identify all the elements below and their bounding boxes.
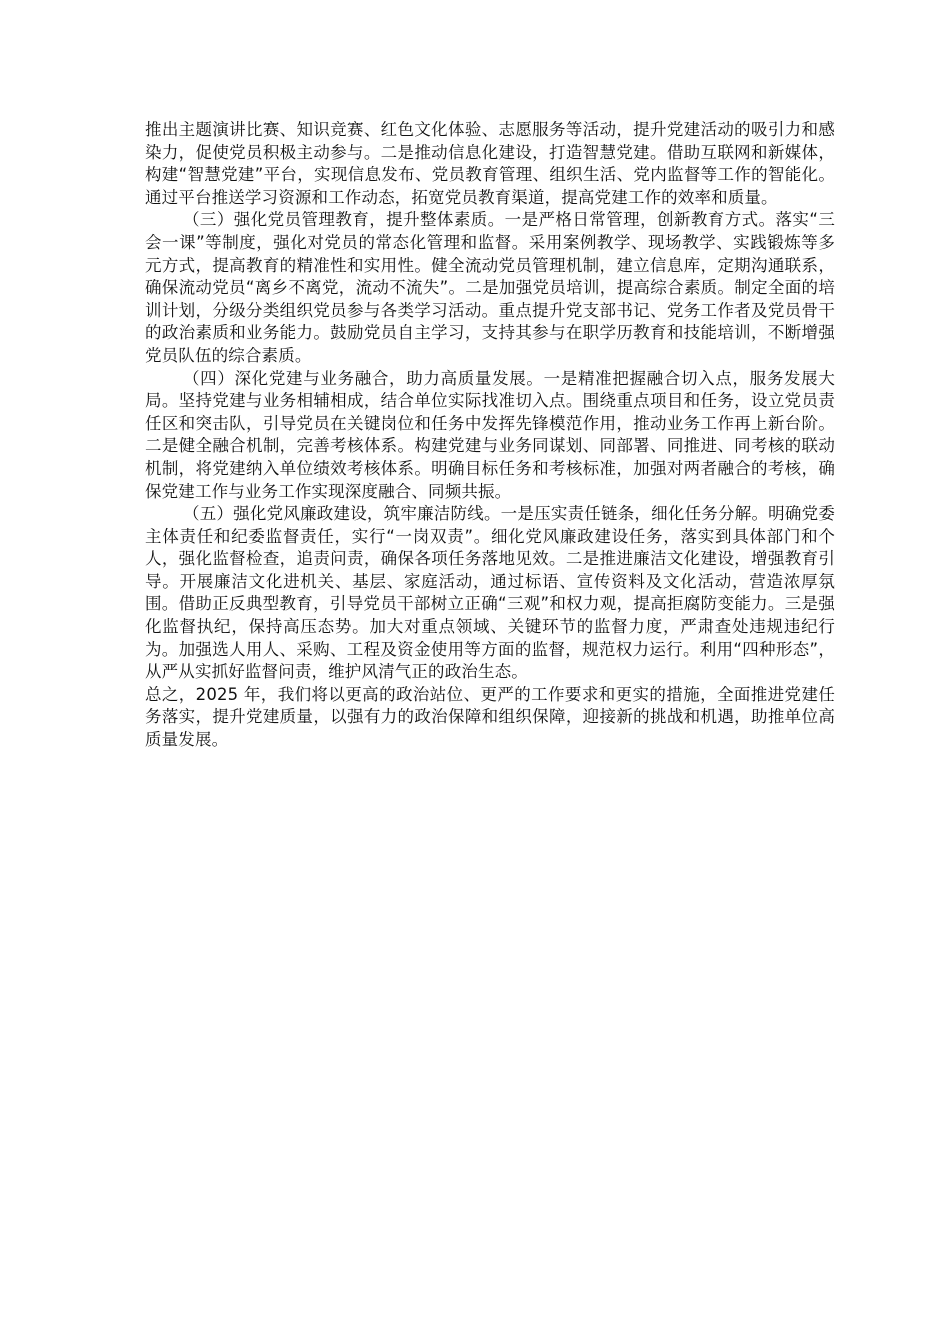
paragraph-1: 推出主题演讲比赛、知识竞赛、红色文化体验、志愿服务等活动，提升党建活动的吸引力和感染力，促使党员积极主动参与。二是推动信息化建设，打造智慧党建。借助互联网和新媒体，构建“智慧党建”平台，实现信息发布、党员教育管理、组织生活、党内监督等工作的智能化。通过平台推送学习资源和工作动态，拓宽党员教育渠道，提高党建工作的效率和质量。	[145, 120, 835, 207]
paragraph-2-section-3: （三）强化党员管理教育，提升整体素质。一是严格日常管理，创新教育方式。落实“三会一课”等制度，强化对党员的常态化管理和监督。采用案例教学、现场教学、实践锻炼等多元方式，提高教育的精准性和实用性。健全流动党员管理机制，建立信息库，定期沟通联系，确保流动党员“离乡不离党，流动不流失”。二是加强党员培训，提高综合素质。制定全面的培训计划，分级分类组织党员参与各类学习活动。重点提升党支部书记、党务工作者及党员骨干的政治素质和业务能力。鼓励党员自主学习，支持其参与在职学历教育和技能培训，不断增强党员队伍的综合素质。	[145, 210, 835, 365]
paragraph-5-conclusion: 总之，2025 年，我们将以更高的政治站位、更严的工作要求和更实的措施，全面推进党建任务落实，提升党建质量，以强有力的政治保障和组织保障，迎接新的挑战和机遇，助推单位高质量发展。	[145, 684, 835, 750]
document-body	[145, 119, 835, 752]
paragraph-4-section-5: （五）强化党风廉政建设，筑牢廉洁防线。一是压实责任链条，细化任务分解。明确党委主体责任和纪委监督责任，实行“一岗双责”。细化党风廉政建设任务，落实到具体部门和个人，强化监督检查，追责问责，确保各项任务落地见效。二是推进廉洁文化建设，增强教育引导。开展廉洁文化进机关、基层、家庭活动，通过标语、宣传资料及文化活动，营造浓厚氛围。借助正反典型教育，引导党员干部树立正确“三观”和权力观，提高拒腐防变能力。三是强化监督执纪，保持高压态势。加大对重点领域、关键环节的监督力度，严肃查处违规违纪行为。加强选人用人、采购、工程及资金使用等方面的监督，规范权力运行。利用“四种形态”，从严从实抓好监督问责，维护风清气正的政治生态。	[145, 504, 835, 682]
paragraph-3-section-4: （四）深化党建与业务融合，助力高质量发展。一是精准把握融合切入点，服务发展大局。坚持党建与业务相辅相成，结合单位实际找准切入点。围绕重点项目和任务，设立党员责任区和突击队，引导党员在关键岗位和任务中发挥先锋模范作用，推动业务工作再上新台阶。二是健全融合机制，完善考核体系。构建党建与业务同谋划、同部署、同推进、同考核的联动机制，将党建纳入单位绩效考核体系。明确目标任务和考核标准，加强对两者融合的考核，确保党建工作与业务工作实现深度融合、同频共振。	[145, 368, 835, 501]
